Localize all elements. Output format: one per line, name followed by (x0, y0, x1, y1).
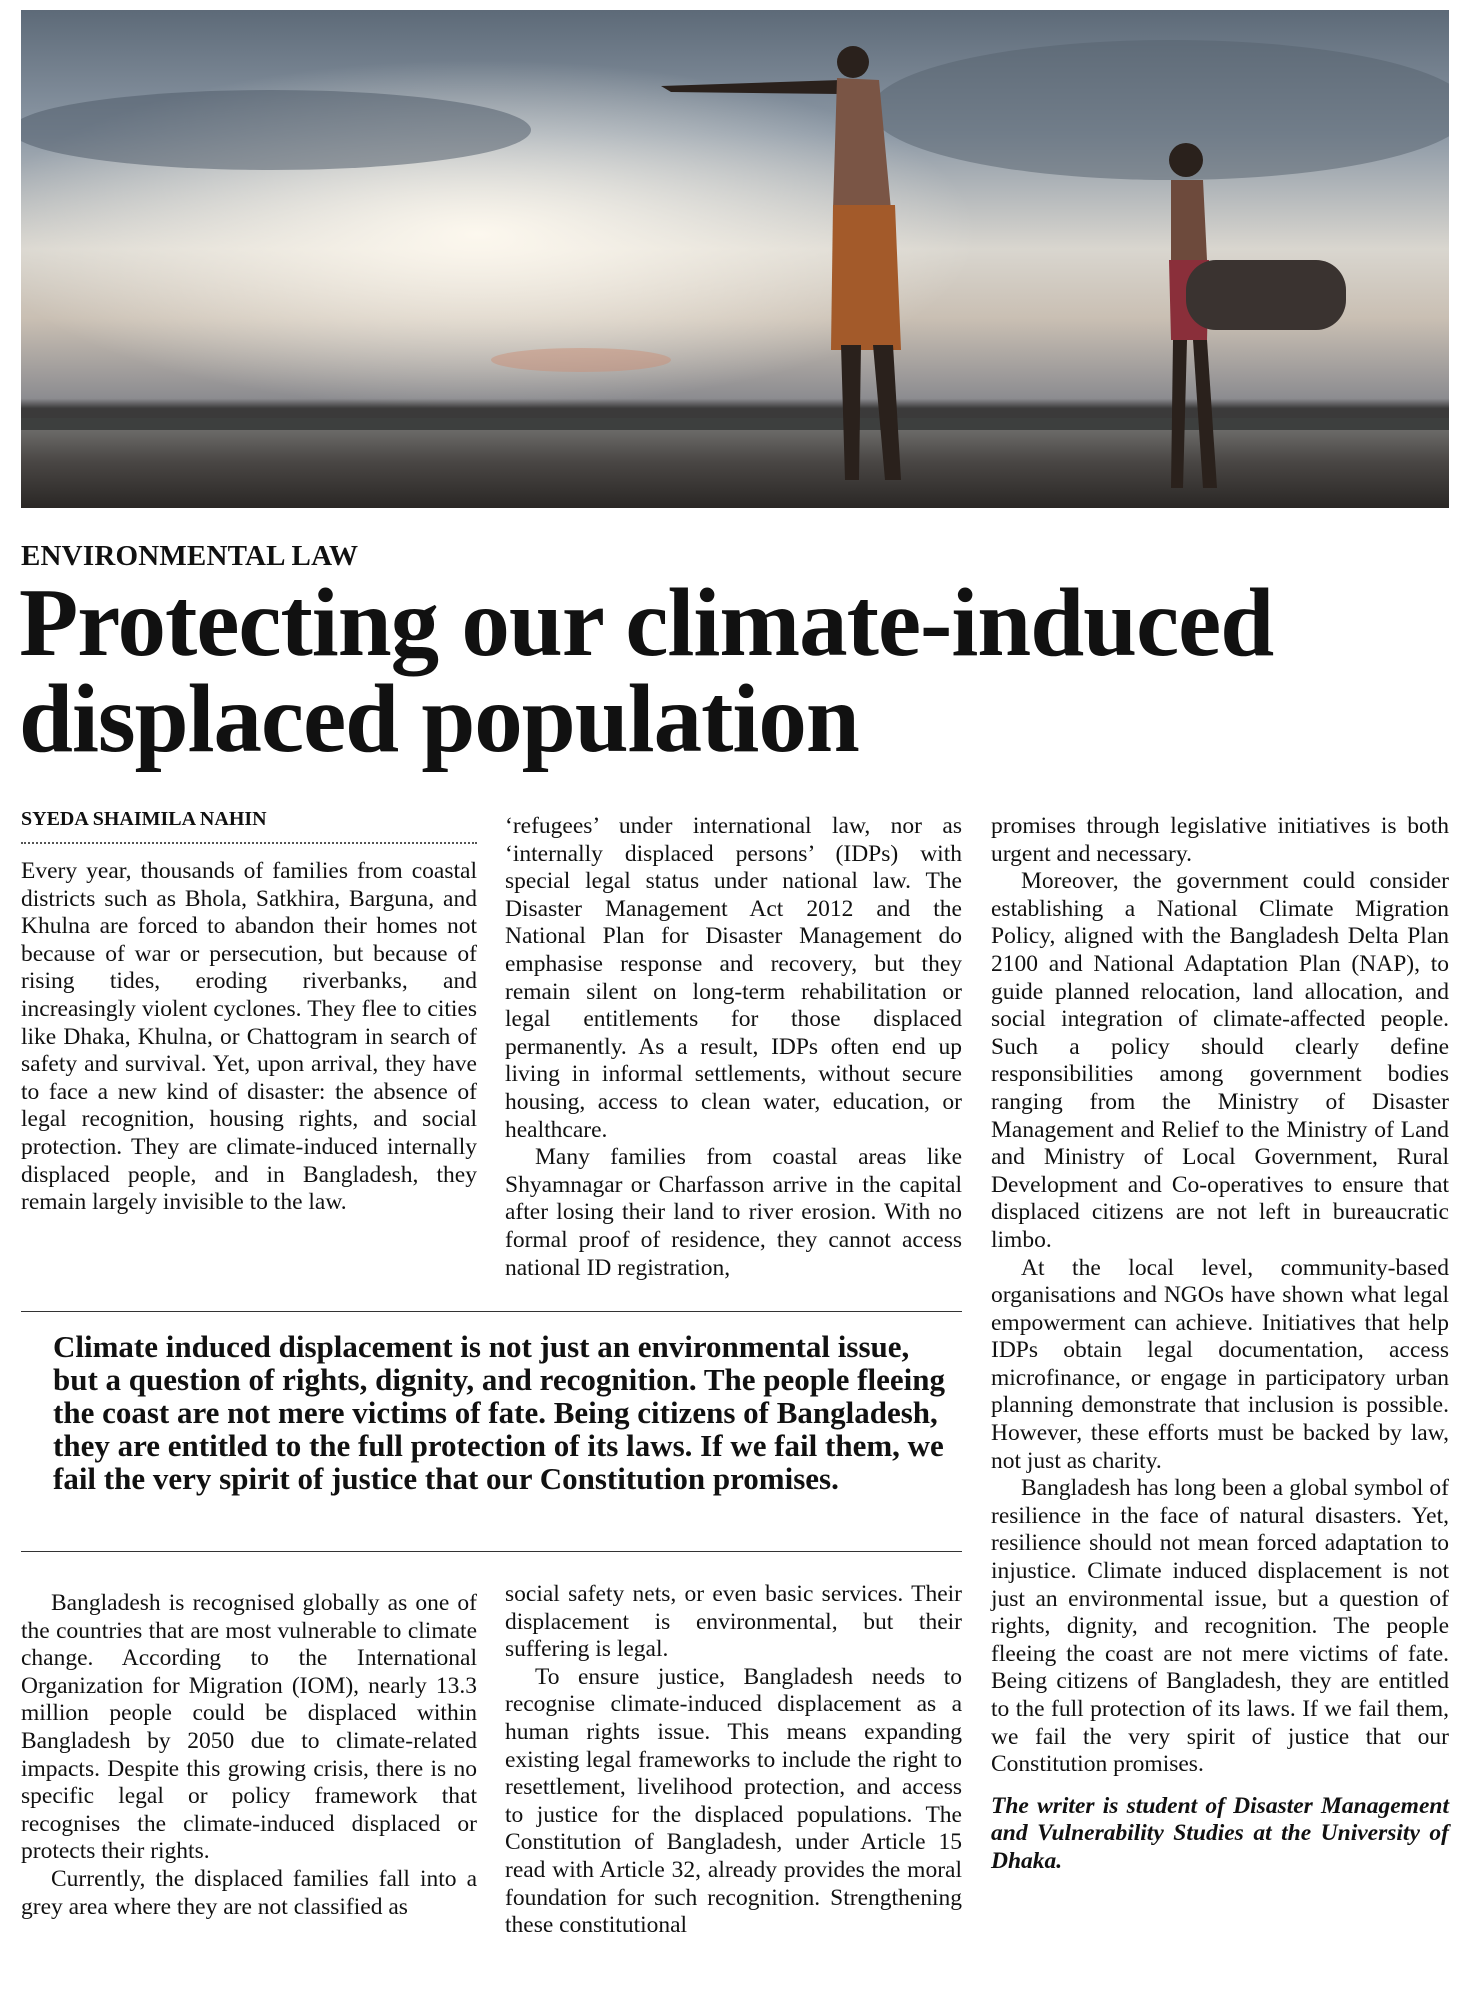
paragraph: ‘refugees’ under international law, nor as ‘internally displaced persons’ (IDPs) with special legal status under national law. The Disaster Management Act 2012 and the National Plan for Disaster Management do emphasise response and recovery, but they remain silent on long-term rehabilitation or legal entitlements for those displaced permanently. As a result, IDPs often end up living in informal settlements, without secure housing, access to clean water, education, or healthcare. (505, 813, 962, 1143)
pull-quote-top-rule (21, 1311, 962, 1312)
article-photo (21, 10, 1449, 508)
paragraph: At the local level, community-based organisations and NGOs have shown what legal empowerment can achieve. Initiatives that help IDPs obtain legal documentation, access microfinance, or engage in participatory urban planning demonstrate that inclusion is possible. However, these efforts must be backed by law, not just as charity. (991, 1254, 1449, 1474)
paragraph: Bangladesh is recognised globally as one of the countries that are most vulnerable to climate change. According to the International Organization for Migration (IOM), nearly 13.3 million people could be displaced within Bangladesh by 2050 due to climate-related impacts. Despite this growing crisis, there is no specific legal or policy framework that recognises the climate-induced displaced or protects their rights. (21, 1590, 477, 1865)
paragraph: Many families from coastal areas like Shyamnagar or Charfasson arrive in the capital after losing their land to river erosion. With no formal proof of residence, they cannot access national ID registration, (505, 1144, 962, 1281)
column-3 (991, 813, 1449, 1876)
byline: SYEDA SHAIMILA NAHIN (21, 808, 267, 830)
pull-quote-bottom-rule (21, 1551, 962, 1552)
byline-divider (21, 842, 477, 844)
paragraph: Bangladesh has long been a global symbol of resilience in the face of natural disasters. Yet, resilience should not mean forced adaptation to injustice. Climate induced displacement is not just an environmental issue, but a question of rights, dignity, and recognition. The people fleeing the coast are not mere victims of fate. Being citizens of Bangladesh, they are entitled to the full protection of its laws. If we fail them, we fail the very spirit of justice that our Constitution promises. (991, 1475, 1449, 1778)
column-2-top (505, 813, 962, 1282)
pull-quote: Climate induced displacement is not just an environmental issue, but a question of rights, dignity, and recognition. The people fleeing the coast are not mere victims of fate. Being citizens of Bangladesh, they are entitled to the full protection of its laws. If we fail them, we fail the very spirit of justice that our Constitution promises. (53, 1329, 945, 1496)
headline (19, 569, 1459, 772)
paragraph: promises through legislative initiatives is both urgent and necessary. (991, 813, 1449, 867)
section-kicker: ENVIRONMENTAL LAW (21, 540, 359, 572)
column-1-top (21, 858, 477, 1217)
photo-illustration (21, 10, 1449, 508)
paragraph: To ensure justice, Bangladesh needs to recognise climate-induced displacement as a human rights issue. This means expanding existing legal frameworks to include the right to resettlement, livelihood protection, and access to justice for the displaced populations. The Constitution of Bangladesh, under Article 15 read with Article 32, already provides the moral foundation for such recognition. Strengthening these constitutional (505, 1663, 962, 1939)
column-2-bottom (505, 1581, 962, 1940)
paragraph: Currently, the displaced families fall into a grey area where they are not classified as (21, 1865, 477, 1920)
paragraph: Every year, thousands of families from coastal districts such as Bhola, Satkhira, Barguna, and Khulna are forced to abandon their homes not because of war or persecution, but because of rising tides, eroding riverbanks, and increasingly violent cyclones. They flee to cities like Dhaka, Khulna, or Chattogram in search of safety and survival. Yet, upon arrival, they have to face a new kind of disaster: the absence of legal recognition, housing rights, and social protection. They are climate-induced internally displaced people, and in Bangladesh, they remain largely invisible to the law. (21, 858, 477, 1216)
column-1-bottom (21, 1590, 477, 1921)
headline-line-1: Protecting our climate-induced (19, 569, 1274, 676)
headline-line-2: displaced population (19, 665, 859, 772)
paragraph: Moreover, the government could consider establishing a National Climate Migration Policy, aligned with the Bangladesh Delta Plan 2100 and National Adaptation Plan (NAP), to guide planned relocation, land allocation, and social integration of climate-affected people. Such a policy should clearly define responsibilities among government bodies ranging from the Ministry of Disaster Management and Relief to the Ministry of Land and Ministry of Local Government, Rural Development and Co-operatives to ensure that displaced citizens are not left in bureaucratic limbo. (991, 868, 1449, 1253)
author-note: The writer is student of Disaster Management and Vulnerability Studies at the University of Dhaka. (991, 1792, 1449, 1874)
paragraph: social safety nets, or even basic services. Their displacement is environmental, but their suffering is legal. (505, 1581, 962, 1663)
